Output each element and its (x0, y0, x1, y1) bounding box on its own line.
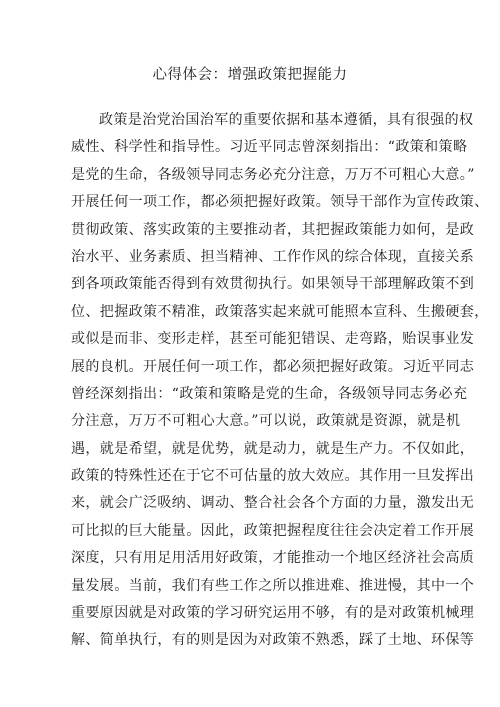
body-line: 到各项政策能否得到有效贯彻执行。如果领导干部理解政策不到 (71, 276, 475, 293)
document-title: 心得体会：增强政策把握能力 (152, 67, 348, 83)
body-line: 展的良机。开展任何一项工作，都必须把握好政策。习近平同志 (71, 358, 475, 375)
document-body (71, 107, 489, 655)
body-line: 政策是治党治国治军的重要依据和基本遵循，具有很强的权 (99, 112, 474, 128)
body-line: 政策的特殊性还在于它不可估量的放大效应。其作用一旦发挥出 (71, 468, 475, 485)
body-line: 来，就会广泛吸纳、调动、整合社会各个方面的力量，激发出无 (71, 495, 475, 512)
body-line: 贯彻政策、落实政策的主要推动者，其把握政策能力如何，是政 (71, 221, 475, 238)
body-line: 或似是而非、变形走样，甚至可能犯错误、走弯路，贻误事业发 (71, 331, 475, 348)
body-line: 位、把握政策不精准，政策落实起来就可能照本宣科、生搬硬套， (71, 303, 489, 320)
body-line: 深度，只有用足用活用好政策，才能推动一个地区经济社会高质 (71, 550, 475, 567)
body-line: 威性、科学性和指导性。习近平同志曾深刻指出：“政策和策略 (71, 139, 468, 156)
body-line: 解、简单执行，有的则是因为对政策不熟悉，踩了土地、环保等 (71, 632, 475, 649)
body-line: 分注意，万万不可粗心大意。”可以说，政策就是资源，就是机 (71, 413, 461, 430)
body-line: 开展任何一项工作，都必须把握好政策。领导干部作为宣传政策、 (71, 194, 489, 211)
body-line: 重要原因就是对政策的学习研究运用不够，有的是对政策机械理 (71, 605, 475, 622)
body-line: 曾经深刻指出：“政策和策略是党的生命，各级领导同志务必充 (71, 385, 468, 402)
body-line: 量发展。当前，我们有些工作之所以推进难、推进慢，其中一个 (71, 577, 475, 594)
body-line: 遇，就是希望，就是优势，就是动力，就是生产力。不仅如此， (71, 440, 475, 457)
body-line: 治水平、业务素质、担当精神、工作作风的综合体现，直接关系 (71, 248, 475, 265)
body-line: 是党的生命，各级领导同志务必充分注意，万万不可粗心大意。” (71, 166, 475, 183)
body-line: 可比拟的巨大能量。因此，政策把握程度往往会决定着工作开展 (71, 522, 475, 539)
